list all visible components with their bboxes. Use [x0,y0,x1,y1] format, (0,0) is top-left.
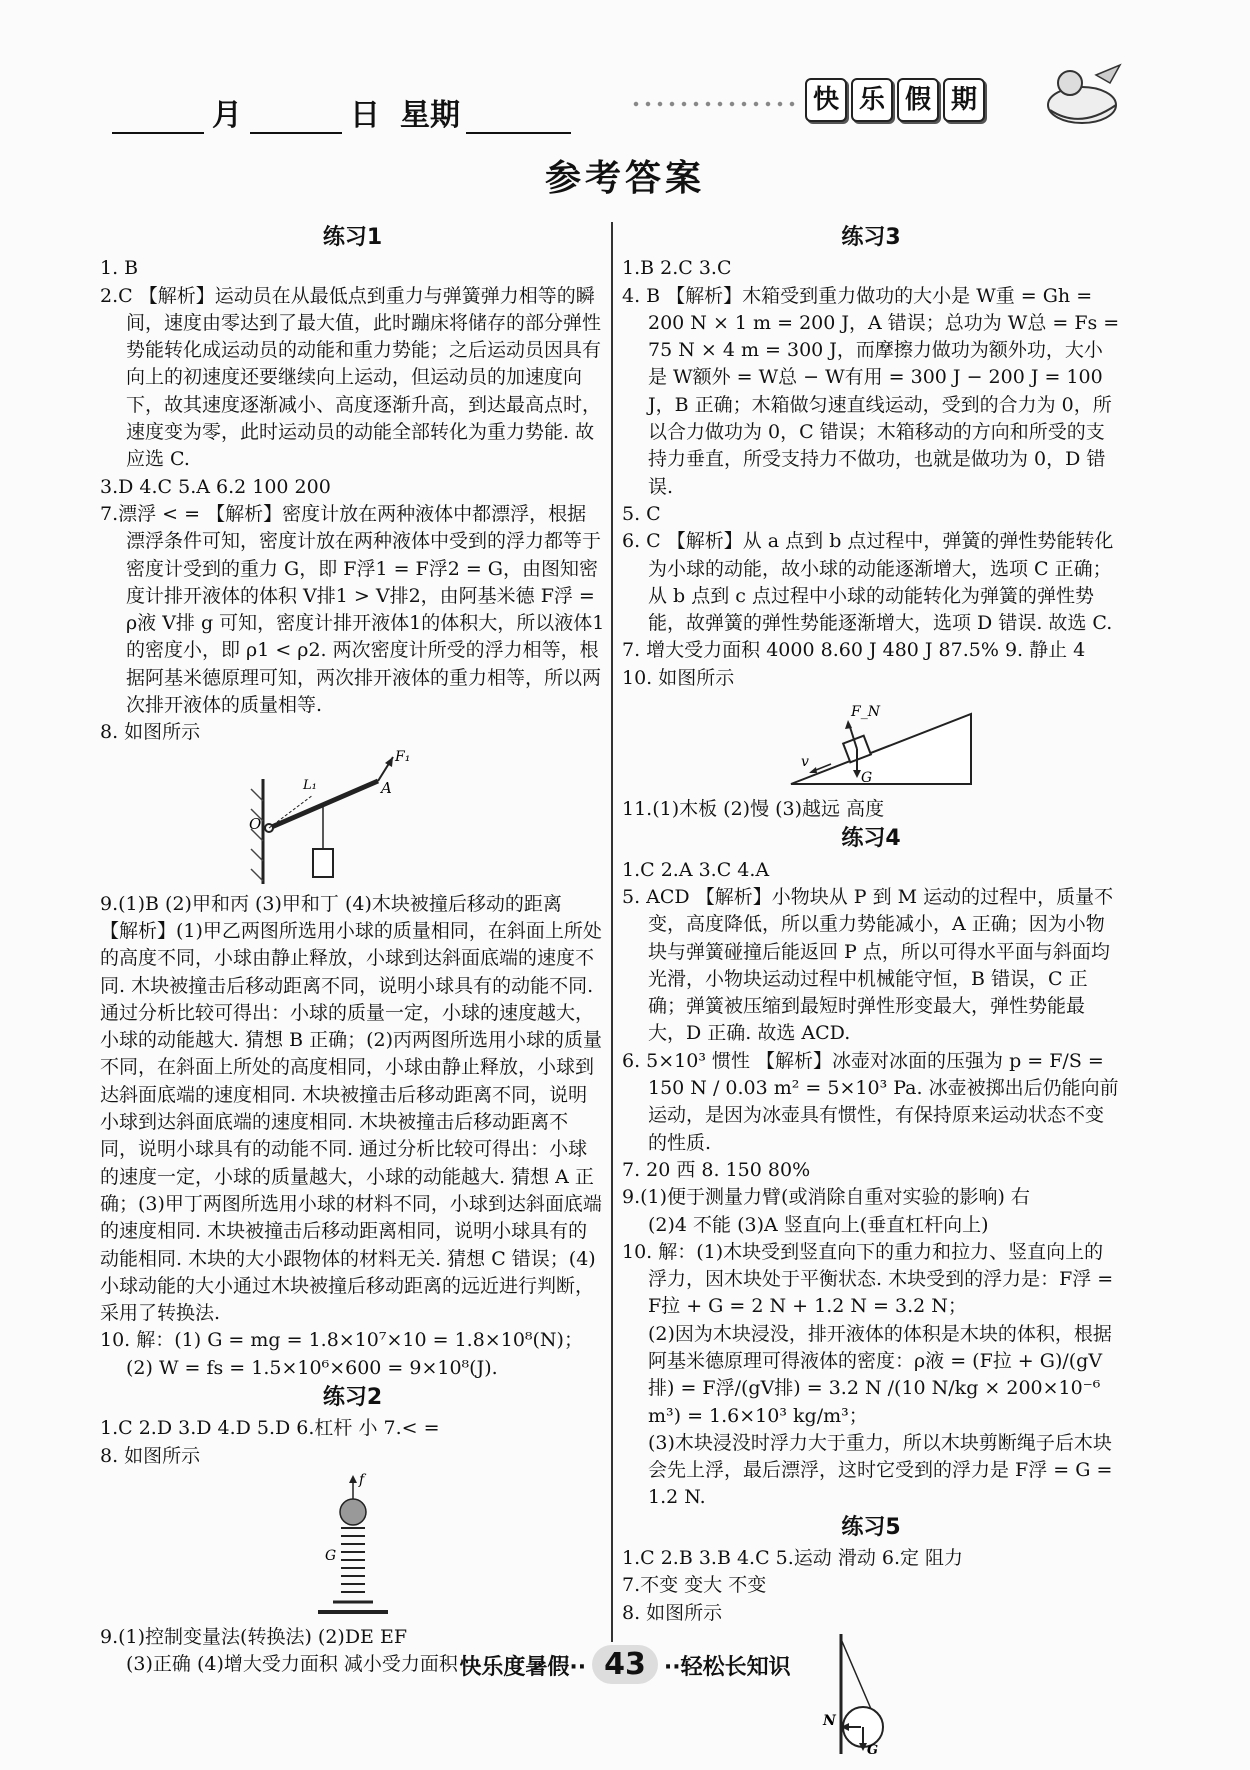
answer-item: (3)木块浸没时浮力大于重力，所以木块剪断绳子后木块会先上浮，最后漂浮，这时它受到的浮力是 F浮 = G = 1.2 N. [648,1431,1113,1509]
answer-item: 10. 如图所示 [622,666,735,689]
answer-item: (3)正确 (4)增大受力面积 减小受力面积 [126,1653,458,1676]
label-o: O [248,814,261,833]
mascot-icon [1030,55,1130,135]
label-v: v [801,754,809,771]
page-number: 43 [592,1645,658,1684]
label-f1: F₁ [394,748,410,765]
answer-item: 6. C 【解析】从 a 点到 b 点过程中，弹簧的弹性势能转化为小球的动能，故小球的动能逐渐增大，选项 C 正确；从 b 点到 c 点过程中小球的动能转化为弹簧的弹性势能，故弹簧的弹性势能逐渐增大，选项 D 错误. 故选 C. [622,530,1114,635]
column-divider [611,222,613,1642]
day-blank[interactable] [250,100,342,134]
section-title: 练习3 [841,225,901,250]
banner-char: 期 [943,78,985,122]
answer-item: 4. B 【解析】木箱受到重力做功的大小是 W重 = Gh = 200 N × 1 m = 200 J，A 错误；总功为 W总 = Fs = 75 N × 4 m = 300 J，而摩擦力做功为额外功，大小是 W额外 = W总 − W有用 = 300 J − 200 J = 100 J，B 正确；木箱做匀速直线运动，受到的合力为 0，所以合力做功为 0，C 错误；木箱移动的方向和所受的支持力垂直，所受支持力不做功，也就是做功为 0，D 错误. [622,284,1120,498]
answer-item: 7. 20 西 8. 150 80% [622,1158,811,1181]
spring-figure [293,1472,413,1622]
holiday-banner [805,78,985,122]
answer-item: 7.不变 变大 不变 [622,1574,767,1597]
answer-item: (2)4 不能 (3)A 竖直向上(垂直杠杆向上) [648,1213,989,1236]
answer-item: 1.C 2.A 3.C 4.A [622,858,770,881]
answer-item: 6. 5×10³ 惯性 【解析】冰壶对冰面的压强为 p = F/S = 150 N / 0.03 m² = 5×10³ Pa. 冰壶被掷出后仍能向前运动，是因为冰壶具有惯性，有保持原来运动状态不变的性质. [622,1049,1119,1154]
footer-left-text: 快乐度暑假·· [459,1655,587,1680]
answer-item: 10. 解：(1)木块受到竖直向下的重力和拉力、竖直向上的浮力，因木块处于平衡状态. 木块受到的浮力是：F浮 = F拉 + G = 2 N + 1.2 N = 3.2 N； [622,1240,1114,1318]
answer-item: 8. 如图所示 [622,1601,723,1624]
answer-item: 7.漂浮 < = 【解析】密度计放在两种液体中都漂浮，根据漂浮条件可知，密度计放在两种液体中受到的浮力都等于密度计受到的重力 G，即 F浮1 = F浮2 = G，由图知密度计排开液体的体积 V排1 > V排2，由阿基米德 F浮 = ρ液 V排 g 可知，密度计排开液体1的体积大，所以液体1的密度小，即 ρ1 < ρ2. 两次密度计所受的浮力相等，根据阿基米德原理可知，两次排开液体的重力相等，所以两次排开液体的质量相等. [100,502,605,717]
label-n: N [823,1712,836,1729]
answer-item: 7. 增大受力面积 4000 8.60 J 480 J 87.5% 9. 静止 4 [622,639,1086,662]
answer-item: 2.C 【解析】运动员在从最低点到重力与弹簧弹力相等的瞬间，速度由零达到了最大值，此时蹦床将储存的部分弹性势能转化成运动员的动能和重力势能；之后运动员因具有向上的初速度还要继续向上运动，但运动员的加速度向下，故其速度逐渐减小、高度逐渐升高，到达最高点时，速度变为零，此时运动员的动能全部转化为重力势能. 故应选 C. [100,284,602,471]
section-title: 练习2 [322,1384,383,1410]
answer-item: 9.(1)控制变量法(转换法) (2)DE EF [100,1625,408,1648]
footer-right-text: ··轻松长知识 [663,1655,791,1680]
answer-item: 1.B 2.C 3.C [622,257,732,280]
label-fn: F_N [851,704,880,721]
answer-item: 9.(1)B (2)甲和丙 (3)甲和丁 (4)木块被撞后移动的距离 [100,892,562,915]
right-column [622,222,1120,1761]
date-line [112,90,571,134]
answer-item: 5. C [622,502,661,525]
weekday-blank[interactable] [466,100,571,134]
banner-char: 乐 [851,78,893,122]
answer-item: 8. 如图所示 [100,721,201,744]
banner-char: 快 [805,78,847,122]
banner-char: 假 [897,78,939,122]
answer-item: 8. 如图所示 [100,1444,201,1467]
section-title: 练习4 [841,826,901,852]
answer-item: (2)因为木块浸没，排开液体的体积是木块的体积，根据阿基米德原理可得液体的密度：ρ液 = (F拉 + G)/(gV排) = F浮/(gV排) = 3.2 N /(10 N/kg × 200×10⁻⁶ m³) = 1.6×10³ kg/m³； [648,1322,1112,1427]
label-f: f [358,1471,364,1488]
dot-divider [630,101,800,107]
label-a: A [380,778,392,797]
answer-item: 5. ACD 【解析】小物块从 P 到 M 运动的过程中，质量不变，高度降低，所以重力势能减小，A 正确；因为小物块与弹簧碰撞后能返回 P 点，所以可得水平面与斜面均光滑，小物块运动过程中机械能守恒，B 错误，C 正确；弹簧被压缩到最短时弹性形变最大，弹性势能最大，D 正确. 故选 ACD. [622,885,1114,1045]
day-label: 日 [350,98,380,133]
analysis-text: 【解析】(1)甲乙两图所选用小球的质量相同，在斜面上所处的高度不同，小球由静止释放，小球到达斜面底端的速度不同. 木块被撞击后移动距离不同，说明小球具有的动能不同. 通过分析比较可得出：小球的质量一定，小球的速度越大，小球的动能越大. 猜想 B 正确；(2)丙两图所选用小球的质量不同，在斜面上所处的高度相同，小球由静止释放，小球到达斜面底端的速度相同. 木块被撞击后移动距离不同，说明小球到达斜面底端的速度相同. 木块被撞击后移动距离不同，说明小球具有的动能不同. 通过分析比较可得出：小球的速度一定，小球的质量越大，小球的动能越大. 猜想 A 正确；(3)甲丁两图所选用小球的材料不同，小球到达斜面底端的速度相同. 木块被撞击后移动距离相同，说明小球具有的动能相同. 木块的大小跟物体的材料无关. 猜想 C 错误；(4)小球动能的大小通过木块被撞后移动距离的远近进行判断，采用了转换法. [100,919,603,1325]
answer-item: 9.(1)便于测量力臂(或消除自重对实验的影响) 右 [622,1186,1030,1209]
lever-figure [243,749,463,889]
label-g: G [861,770,873,787]
answer-item: 1. B [100,257,139,280]
answer-item: 3.D 4.C 5.A 6.2 100 200 [100,475,331,498]
page-header [0,0,1250,150]
answer-item: (2) W = fs = 1.5×10⁶×600 = 9×10⁸(J). [126,1356,498,1379]
answer-item: 11.(1)木板 (2)慢 (3)越远 高度 [622,798,885,821]
label-g: G [867,1742,879,1758]
section-title: 练习1 [322,225,383,250]
left-column [100,222,605,1678]
month-label: 月 [212,98,242,133]
answer-item: 1.C 2.B 3.B 4.C 5.运动 滑动 6.定 阻力 [622,1547,964,1570]
section-title: 练习5 [841,1514,901,1540]
label-g: G [324,1547,336,1564]
label-l1: L₁ [302,777,317,793]
incline-figure [751,694,991,794]
answer-item: 10. 解：(1) G = mg = 1.8×10⁷×10 = 1.8×10⁸(N)； [100,1329,583,1352]
page-footer [0,1645,1250,1684]
month-blank[interactable] [112,100,204,134]
answer-item: 1.C 2.D 3.D 4.D 5.D 6.杠杆 小 7.< = [100,1417,440,1440]
page-title: 参考答案 [544,158,705,199]
weekday-label: 星期 [400,98,460,133]
